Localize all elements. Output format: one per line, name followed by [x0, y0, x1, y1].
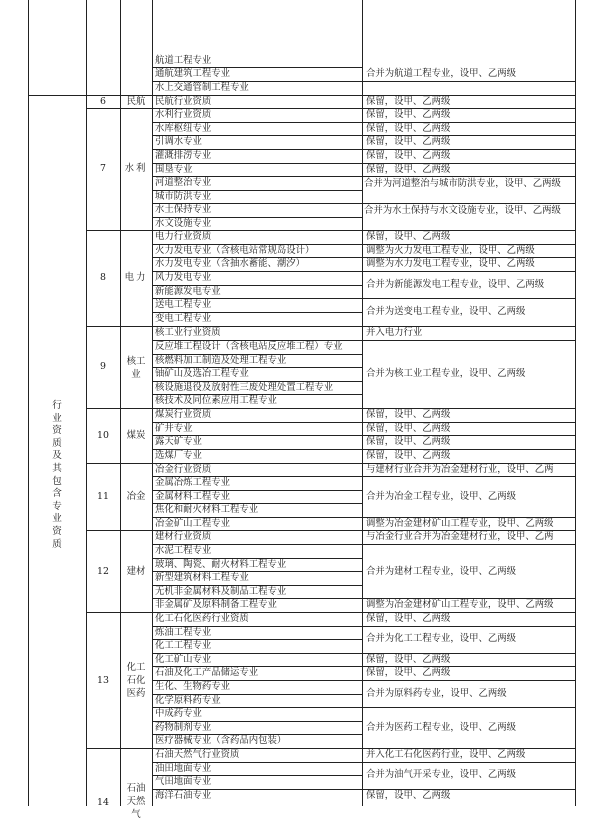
specialty-cell: 新型建筑材料工程专业 — [155, 572, 249, 583]
industry-number: 10 — [97, 430, 109, 441]
note-cell: 保留，设甲、乙两级 — [366, 136, 451, 147]
row-line — [152, 762, 575, 763]
specialty-cell: 铀矿山及选冶工程专业 — [155, 368, 249, 379]
specialty-cell: 核设施退役及放射性三废处理处置工程专业 — [155, 382, 334, 393]
note-cell: 保留，设甲、乙两级 — [366, 409, 451, 420]
row-line — [152, 653, 575, 654]
specialty-cell: 航道工程专业 — [155, 55, 212, 66]
specialty-cell: 通航建筑工程专业 — [155, 68, 231, 79]
row-line — [152, 135, 575, 136]
industry-name: 冶金 — [126, 491, 146, 502]
specialty-cell: 引调水专业 — [155, 136, 202, 147]
note-cell: 调整为火力发电工程专业，设甲、乙两级 — [366, 245, 535, 256]
industry-number: 9 — [100, 361, 106, 372]
specialty-cell: 冶金行业资质 — [155, 464, 212, 475]
industry-name: 建材 — [126, 566, 146, 577]
specialty-cell: 水力发电专业（含抽水蓄能、潮汐） — [155, 258, 306, 269]
specialty-cell: 化工矿山专业 — [155, 654, 212, 665]
note-cell: 与建材行业合并为冶金建材行业，设甲、乙两 — [366, 464, 554, 475]
col-line — [120, 0, 121, 806]
row-line — [152, 163, 575, 164]
row-line — [152, 789, 575, 790]
specialty-cell: 煤炭行业资质 — [155, 409, 212, 420]
note-cell: 保留，设甲、乙两级 — [366, 667, 451, 678]
row-line — [152, 626, 575, 627]
row-line — [152, 435, 575, 436]
specialty-cell: 水泥工程专业 — [155, 545, 212, 556]
specialty-cell: 核燃料加工制造及处理工程专业 — [155, 355, 287, 366]
industry-name: 民航 — [126, 96, 146, 107]
specialty-cell: 化学原料药专业 — [155, 695, 221, 706]
specialty-cell: 电力行业资质 — [155, 231, 212, 242]
specialty-cell: 海洋石油专业 — [155, 790, 212, 801]
specialty-cell: 建材行业资质 — [155, 531, 212, 542]
specialty-cell: 新能源发电专业 — [155, 286, 221, 297]
note-cell: 并入电力行业 — [366, 327, 423, 338]
col-line — [28, 0, 29, 806]
note-cell: 合并为航道工程专业，设甲、乙两级 — [366, 68, 517, 79]
note-cell: 保留，设甲、乙两级 — [366, 613, 451, 624]
industry-name: 石油天然气 — [126, 783, 146, 820]
specialty-cell: 医疗器械专业（含药品内包装） — [155, 735, 287, 746]
row-line — [152, 149, 575, 150]
specialty-cell: 围垦专业 — [155, 164, 193, 175]
row-line — [152, 422, 575, 423]
row-line — [152, 544, 575, 545]
note-cell: 合并为医药工程专业，设甲、乙两级 — [366, 722, 517, 733]
specialty-cell: 油田地面专业 — [155, 763, 212, 774]
specialty-cell: 反应堆工程设计（含核电站反应堆工程）专业 — [155, 341, 343, 352]
specialty-cell: 水土保持专业 — [155, 204, 212, 215]
note-cell: 合并为水土保持与水文设施专业，设甲、乙两级 — [364, 205, 561, 216]
note-cell: 调整为水力发电工程专业，设甲、乙两级 — [366, 258, 535, 269]
specialty-cell: 送电工程专业 — [155, 299, 212, 310]
industry-number: 6 — [100, 96, 106, 107]
specialty-cell: 核技术及同位素应用工程专业 — [155, 395, 277, 406]
specialty-cell: 金属冶炼工程专业 — [155, 477, 231, 488]
specialty-cell: 化工石化医药行业资质 — [155, 613, 249, 624]
note-cell: 保留，设甲、乙两级 — [366, 423, 451, 434]
col-line — [575, 0, 576, 806]
specialty-cell: 变电工程专业 — [155, 313, 212, 324]
note-cell: 合并为新能源发电工程专业，设甲、乙两级 — [366, 279, 545, 290]
note-cell: 合并为化工工程专业，设甲、乙两级 — [366, 633, 517, 644]
note-cell: 合并为送变电工程专业，设甲、乙两级 — [366, 306, 526, 317]
specialty-cell: 矿井专业 — [155, 423, 193, 434]
note-cell: 合并为原料药专业，设甲、乙两级 — [366, 688, 507, 699]
row-line — [152, 271, 575, 272]
note-cell: 保留，设甲、乙两级 — [366, 654, 451, 665]
row-line — [152, 122, 575, 123]
row-line — [152, 298, 575, 299]
industry-name: 水利 — [124, 163, 148, 174]
industry-number: 13 — [97, 675, 109, 686]
specialty-cell: 药物制剂专业 — [155, 722, 212, 733]
industry-name: 化工石化医药 — [126, 662, 146, 699]
note-cell: 保留，设甲、乙两级 — [366, 436, 451, 447]
specialty-cell: 城市防洪专业 — [155, 191, 212, 202]
note-cell: 保留，设甲、乙两级 — [366, 231, 451, 242]
specialty-cell: 石油及化工产品储运专业 — [155, 667, 259, 678]
specialty-cell: 水文设施专业 — [155, 218, 212, 229]
industry-number: 12 — [97, 566, 109, 577]
col-line — [152, 0, 153, 806]
specialty-cell: 水利行业资质 — [155, 109, 212, 120]
note-cell: 调整为冶金建材矿山工程专业，设甲、乙两级 — [366, 518, 554, 529]
industry-number: 8 — [100, 272, 106, 283]
note-cell: 并入化工石化医药行业，设甲、乙两级 — [366, 749, 526, 760]
specialty-cell: 石油天然气行业资质 — [155, 749, 240, 760]
note-cell: 保留，设甲、乙两级 — [366, 123, 451, 134]
note-cell: 合并为冶金工程专业，设甲、乙两级 — [366, 491, 517, 502]
specialty-cell: 化工工程专业 — [155, 640, 212, 651]
note-cell: 合并为油气开采专业，设甲、乙两级 — [366, 769, 517, 780]
specialty-cell: 中成药专业 — [155, 708, 202, 719]
industry-number: 11 — [97, 491, 109, 502]
note-cell: 保留，设甲、乙两级 — [366, 790, 451, 801]
row-line — [152, 707, 575, 708]
specialty-cell: 玻璃、陶瓷、耐火材料工程专业 — [155, 559, 287, 570]
note-cell: 保留，设甲、乙两级 — [366, 109, 451, 120]
note-cell: 保留，设甲、乙两级 — [366, 450, 451, 461]
note-cell: 与冶金行业合并为冶金建材行业，设甲、乙两 — [366, 531, 554, 542]
industry-name: 煤炭 — [126, 430, 146, 441]
specialty-cell: 选煤厂专业 — [155, 450, 202, 461]
specialty-cell: 水上交通管制工程专业 — [155, 82, 249, 93]
note-cell: 合并为河道整治与城市防洪专业，设甲、乙两级 — [364, 178, 561, 189]
industry-name: 核工业 — [126, 356, 146, 380]
specialty-cell: 风力发电专业 — [155, 272, 212, 283]
industry-number: 14 — [97, 797, 109, 808]
specialty-cell: 灌溉排涝专业 — [155, 150, 212, 161]
specialty-cell: 无机非金属材料及制品工程专业 — [155, 586, 287, 597]
note-cell: 合并为建材工程专业，设甲、乙两级 — [366, 566, 517, 577]
specialty-cell: 核工业行业资质 — [155, 327, 221, 338]
note-cell: 保留，设甲、乙两级 — [366, 96, 451, 107]
col-line — [362, 0, 363, 806]
industry-name: 电力 — [124, 272, 148, 283]
specialty-cell: 非金属矿及原料制备工程专业 — [155, 599, 277, 610]
specialty-cell: 生化、生物药专业 — [155, 681, 231, 692]
note-cell: 保留，设甲、乙两级 — [366, 164, 451, 175]
specialty-cell: 气田地面专业 — [155, 776, 212, 787]
category-label: 行业资质及其包含专业资质 — [52, 400, 62, 550]
note-cell: 合并为核工业工程专业，设甲、乙两级 — [366, 368, 526, 379]
specialty-cell: 金属材料工程专业 — [155, 491, 231, 502]
specialty-cell: 河道整治专业 — [155, 177, 212, 188]
specialty-cell: 炼油工程专业 — [155, 627, 212, 638]
specialty-cell: 露天矿专业 — [155, 436, 202, 447]
note-cell: 保留，设甲、乙两级 — [366, 150, 451, 161]
industry-number: 7 — [100, 163, 106, 174]
row-line — [152, 449, 575, 450]
note-cell: 调整为冶金建材矿山工程专业，设甲、乙两级 — [366, 599, 554, 610]
specialty-cell: 民航行业资质 — [155, 96, 212, 107]
specialty-cell: 焦化和耐火材料工程专业 — [155, 504, 259, 515]
specialty-cell: 火力发电专业（含核电站常规岛设计） — [155, 245, 315, 256]
specialty-cell: 水库枢纽专业 — [155, 123, 212, 134]
specialty-cell: 冶金矿山工程专业 — [155, 518, 231, 529]
